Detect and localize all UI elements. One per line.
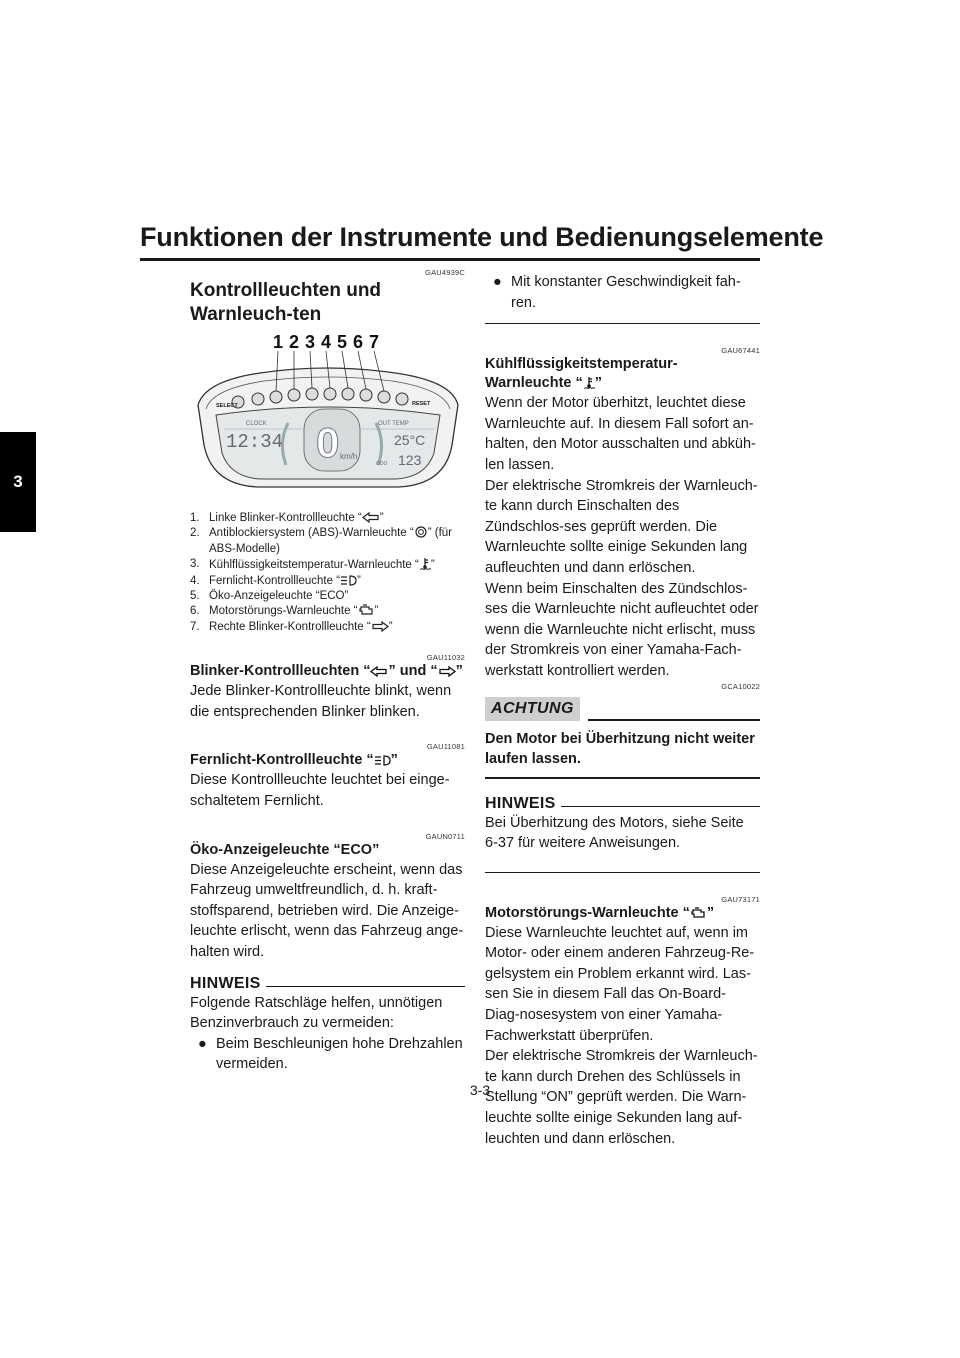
legend-item: 6. Motorstörungs-Warnleuchte “ ”	[190, 605, 379, 618]
select-button-label: SELECT	[216, 403, 238, 409]
figure-legend	[190, 511, 465, 635]
coolant-body: Wenn der Motor überhitzt, leuchtet diese Warnleuchte auf. In diesem Fall sofort an-halten, den Motor ausschalten und abküh-len lassen. Der elektrische Stromkreis der Warnleuch-te kann durch Einschalten des Zündschlos-ses geprüft werden. Die Warnleuchte sollte einige Sekunden lang aufleuchten und dann erlöschen. Wenn beim Einschalten des Zündschlos-ses die Warnleuchte nicht aufleuchtet oder wenn die Warnleuchte nicht erlischt, muss der Stromkreis von einer Yamaha-Fach-werkstatt kontrolliert werden.	[485, 395, 759, 679]
right-column	[485, 268, 760, 1149]
engine-icon	[358, 604, 375, 616]
out-temp-label: OUT TEMP	[378, 421, 409, 427]
coolant-icon	[419, 557, 431, 570]
page-header-title: Funktionen der Instrumente und Bedienungselemente	[140, 222, 824, 252]
high-beam-icon	[340, 575, 357, 586]
fernlicht-heading: Fernlicht-Kontrollleuchte “ ”	[190, 752, 398, 769]
gear-readout: 0	[316, 419, 340, 466]
legend-item: 2. Antiblockiersystem (ABS)-Warnleuchte “ ” (für ABS-Modelle)	[190, 527, 452, 555]
abs-icon	[414, 526, 428, 538]
eco-body: Diese Anzeigeleuchte erscheint, wenn das Fahrzeug umweltfreundlich, d. h. kraft-stoffsparend, betrieben wird. Die Anzeige-leuchte erlischt, wenn das Fahrzeug ange-halten wird.	[190, 861, 464, 960]
clock-label: CLOCK	[246, 421, 267, 427]
bullet-icon: ●	[198, 1035, 207, 1052]
coolant-heading: Kühlflüssigkeitstemperatur-Warnleuchte “ ”	[485, 356, 678, 392]
section-code: GAU11032	[426, 653, 465, 663]
hinweis-body: Bei Überhitzung des Motors, siehe Seite 6-37 für weitere Anweisungen.	[485, 814, 744, 852]
achtung-header	[485, 697, 760, 721]
hinweis-label: HINWEIS	[485, 794, 556, 812]
blinker-heading: Blinker-Kontrollleuchten “ ” und “ ”	[190, 663, 463, 680]
section-code: GAU67441	[721, 346, 760, 356]
callout-number-1: 1	[272, 333, 284, 352]
engine-icon	[690, 907, 707, 919]
chapter-tab: 3	[0, 432, 36, 532]
section-code: GAU73171	[721, 894, 760, 904]
blinker-body: Jede Blinker-Kontrollleuchte blinkt, wenn die entsprechenden Blinker blinken.	[190, 683, 452, 720]
hinweis-header	[485, 795, 760, 813]
legend-item: 4. Fernlicht-Kontrollleuchte “ ”	[190, 574, 361, 587]
section-code: GAU4939C	[425, 268, 465, 277]
left-turn-icon	[370, 666, 388, 677]
fernlicht-body: Diese Kontrollleuchte leuchtet bei einge-schaltetem Fernlicht.	[190, 772, 450, 810]
section-code: GCA10022	[721, 681, 760, 691]
legend-item: 3. Kühlflüssigkeitstemperatur-Warnleuchte “ ”	[190, 558, 435, 572]
temp-readout: 25°C	[394, 432, 426, 448]
right-turn-icon	[438, 666, 456, 677]
engine-body: Diese Warnleuchte leuchtet auf, wenn im Motor- oder einem anderen Fahrzeug-Re-gelsystem ein Problem erkannt wird. Las-sen Sie in diesem Fall das On-Board-Diag-nosesystem von einer Yamaha-Fachwerkstatt überprüfen. Der elektrische Stromkreis der Warnleuch-te kann durch Drehen des Schlüssels in Stellung “ON” geprüft werden. Die Warn-leuchte sollte einige Sekunden lang auf-leuchten und dann erlöschen.	[485, 924, 758, 1147]
high-beam-icon	[374, 755, 391, 766]
legend-item: 5. Öko-Anzeigeleuchte “ECO”	[190, 590, 349, 603]
achtung-end-rule	[485, 777, 760, 779]
odo-readout: 123	[398, 452, 422, 468]
achtung-rule	[588, 719, 760, 721]
list-item: ● Beim Beschleunigen hohe Drehzahlen vermeiden.	[198, 1035, 463, 1073]
engine-heading: Motorstörungs-Warnleuchte “ ”	[485, 904, 715, 921]
hinweis-header	[190, 975, 465, 993]
section-code: GAU11081	[426, 742, 465, 752]
section-rule	[485, 323, 760, 324]
speed-unit: km/h	[340, 452, 358, 461]
reset-button-label: RESET	[412, 401, 431, 407]
callout-number-4: 4	[320, 333, 332, 352]
right-turn-icon	[371, 621, 389, 632]
section-title: Kontrollleuchten und Warnleuch-ten	[190, 280, 382, 325]
callout-number-6: 6	[352, 333, 364, 352]
section-code: GAUN0711	[425, 831, 465, 841]
odo-label: ODO	[376, 461, 388, 467]
instrument-panel-figure	[190, 333, 465, 493]
left-column	[190, 268, 465, 1075]
hinweis-rule	[561, 806, 760, 807]
legend-item: 7. Rechte Blinker-Kontrollleuchte “ ”	[190, 620, 393, 633]
bullet-icon: ●	[493, 274, 502, 290]
instrument-panel-illustration	[190, 333, 465, 493]
list-item: ● Mit konstanter Geschwindigkeit fah-ren.	[493, 274, 741, 311]
header-rule	[140, 258, 760, 261]
left-turn-icon	[362, 512, 380, 523]
section-rule	[485, 872, 760, 873]
callout-number-5: 5	[336, 333, 348, 352]
clock-readout: 12:34	[226, 431, 284, 453]
achtung-body: Den Motor bei Überhitzung nicht weiter laufen lassen.	[485, 730, 755, 767]
hinweis-body: Folgende Ratschläge helfen, unnötigen Benzinverbrauch zu vermeiden:	[190, 994, 443, 1032]
callout-number-2: 2	[288, 333, 300, 352]
page-number: 3-3	[469, 1082, 491, 1098]
coolant-icon	[583, 376, 595, 389]
callout-number-3: 3	[304, 333, 316, 352]
achtung-label: ACHTUNG	[485, 697, 580, 721]
hinweis-label: HINWEIS	[190, 974, 261, 992]
eco-heading: Öko-Anzeigeleuchte “ECO”	[190, 841, 380, 858]
hinweis-rule	[266, 986, 465, 987]
legend-item: 1. Linke Blinker-Kontrollleuchte “ ”	[190, 512, 384, 524]
callout-number-7: 7	[368, 333, 380, 352]
